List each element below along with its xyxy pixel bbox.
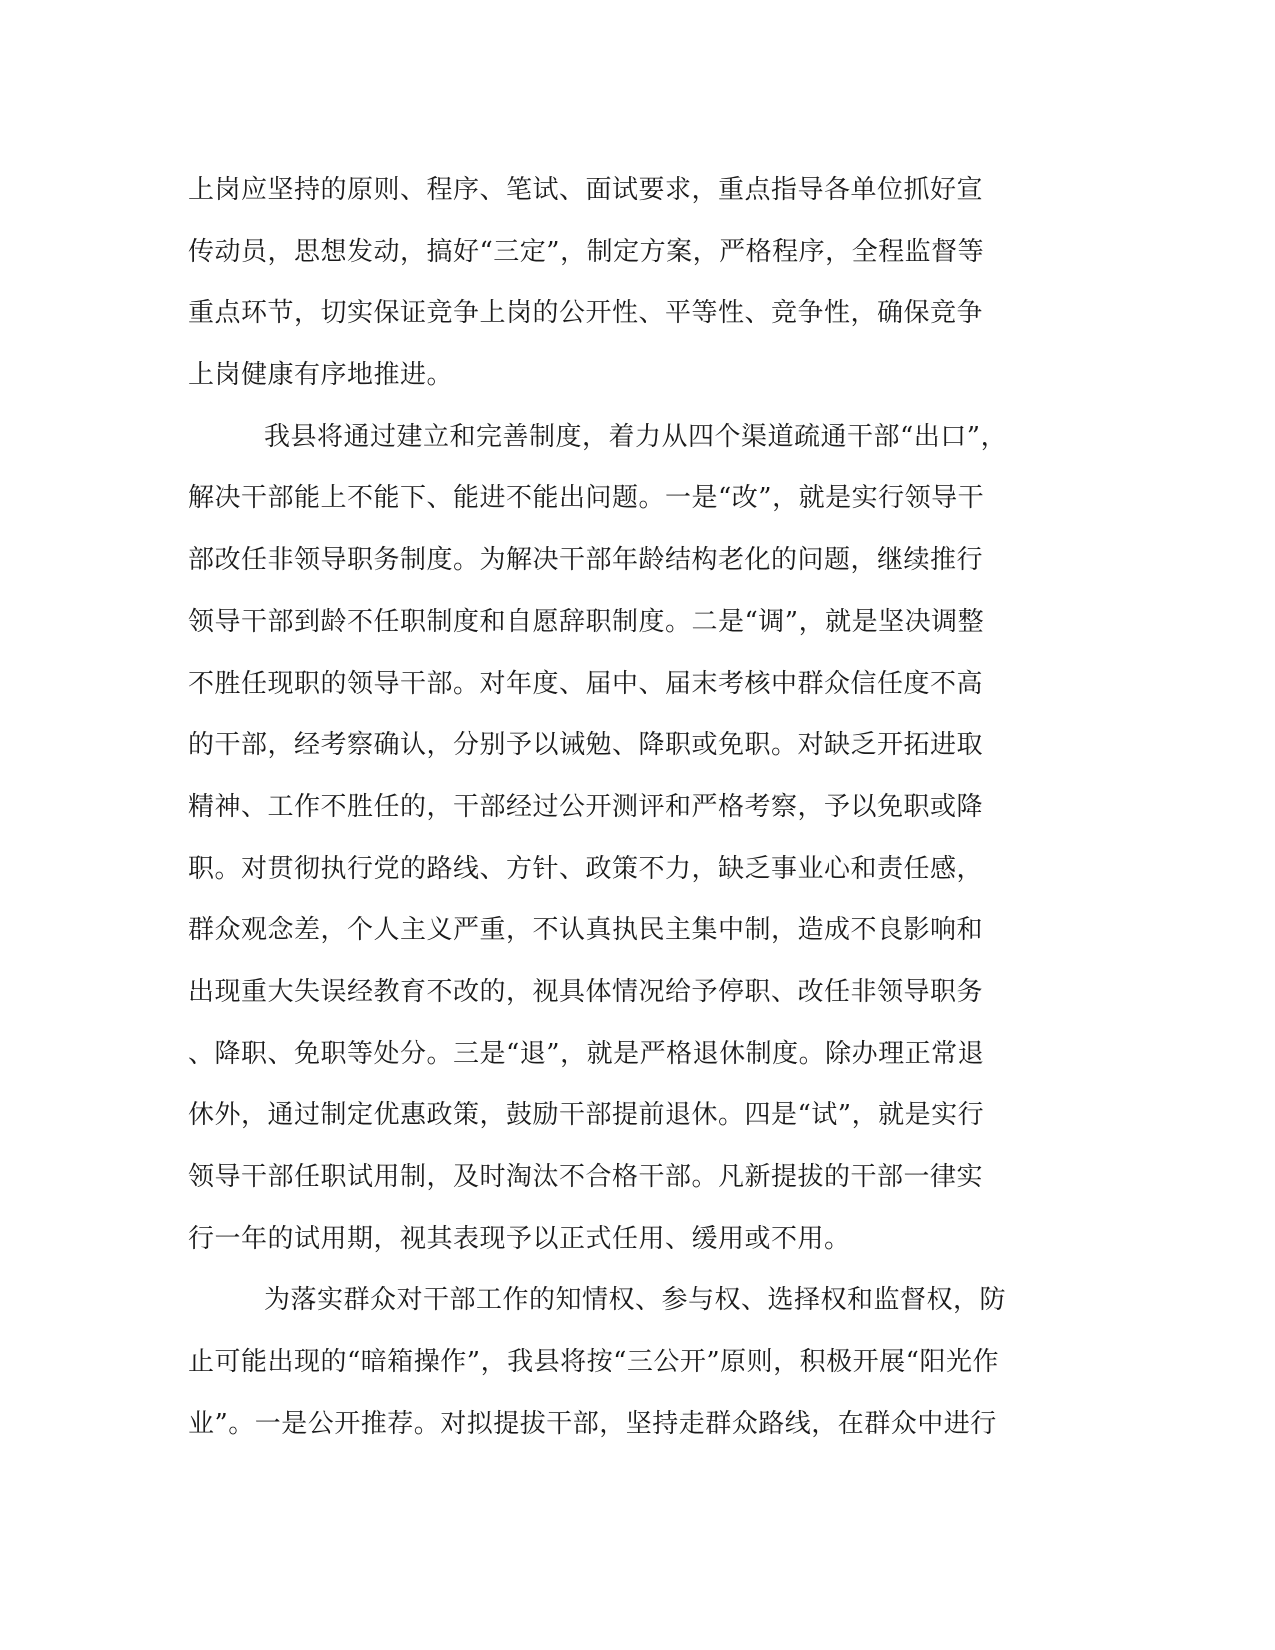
body-text [188,160,1068,1455]
text-line: 传动员，思想发动，搞好“三定”，制定方案，严格程序，全程监督等 [188,236,985,267]
text-line: 上岗应坚持的原则、程序、笔试、面试要求，重点指导各单位抓好宣 [188,175,984,205]
text-line: 出现重大失误经教育不改的，视具体情况给予停职、改任非领导职务 [188,976,984,1007]
text-line: 部改任非领导职务制度。为解决干部年龄结构老化的问题，继续推行 [188,545,984,576]
paragraph-start-line: 我县将通过建立和完善制度，着力从四个渠道疏通干部“出口”， [264,421,1008,452]
text-line: 领导干部任职试用制，及时淘汰不合格干部。凡新提拔的干部一律实 [188,1162,984,1192]
text-line: 职。对贯彻执行党的路线、方针、政策不力，缺乏事业心和责任感， [188,853,984,884]
text-line: 业”。一是公开推荐。对拟提拔干部，坚持走群众路线，在群众中进行 [188,1408,997,1439]
text-line: 领导干部到龄不任职制度和自愿辞职制度。二是“调”，就是坚决调整 [188,606,985,637]
text-line: 行一年的试用期，视其表现予以正式任用、缓用或不用。 [188,1223,851,1254]
text-line: 、降职、免职等处分。三是“退”，就是严格退休制度。除办理正常退 [188,1038,985,1069]
text-line: 止可能出现的“暗箱操作”，我县将按“三公开”原则，积极开展“阳光作 [188,1347,999,1378]
text-line: 群众观念差，个人主义严重，不认真执民主集中制，造成不良影响和 [188,915,984,946]
text-line: 解决干部能上不能下、能进不能出问题。一是“改”，就是实行领导干 [188,483,985,514]
text-line: 重点环节，切实保证竞争上岗的公开性、平等性、竞争性，确保竞争 [188,298,984,329]
text-line: 休外，通过制定优惠政策，鼓励干部提前退休。四是“试”，就是实行 [188,1100,985,1131]
text-line: 上岗健康有序地推进。 [188,360,454,391]
paragraph-start-line: 为落实群众对干部工作的知情权、参与权、选择权和监督权，防 [264,1285,1007,1316]
text-line: 的干部，经考察确认，分别予以诫勉、降职或免职。对缺乏开拓进取 [188,730,984,761]
text-line: 不胜任现职的领导干部。对年度、届中、届末考核中群众信任度不高 [188,668,984,699]
text-line: 精神、工作不胜任的，干部经过公开测评和严格考察，予以免职或降 [188,791,984,822]
